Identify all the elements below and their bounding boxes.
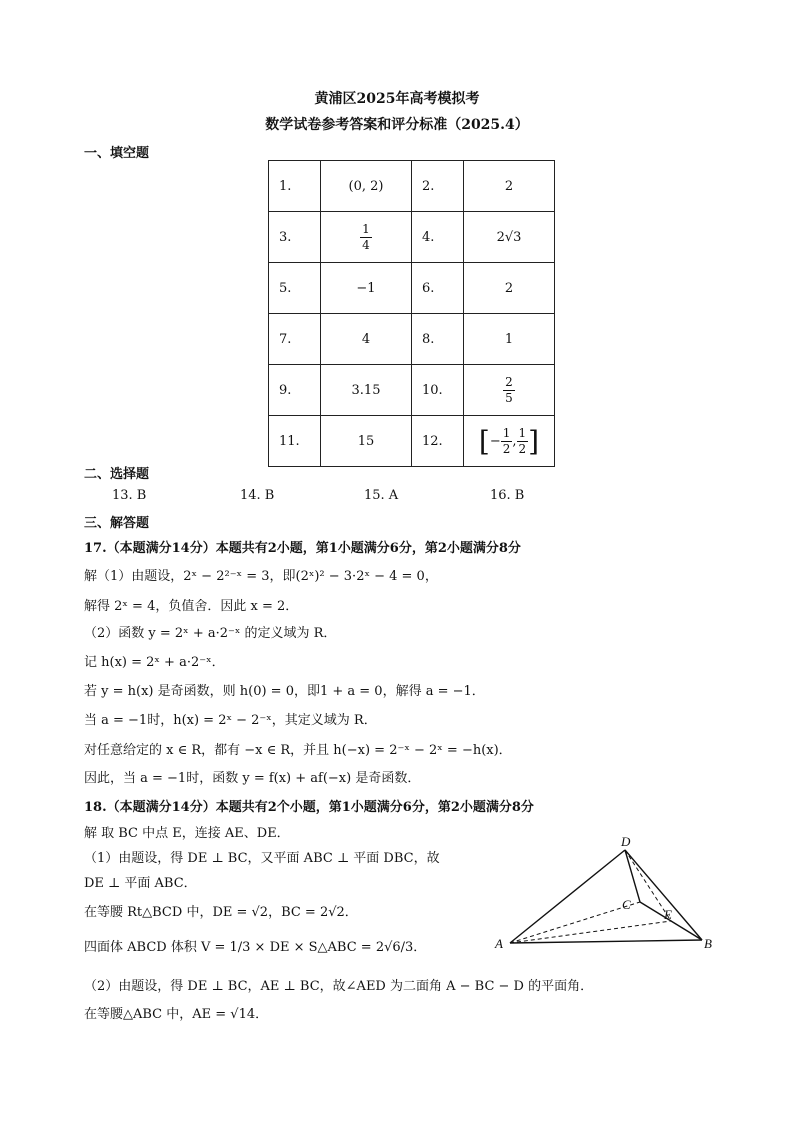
q18-line: （2）由题设，得 DE ⊥ BC，AE ⊥ BC，故∠AED 为二面角 A − BC − D 的平面角．	[84, 979, 594, 994]
q17-line: 若 y = h(x) 是奇函数，则 h(0) = 0，即1 + a = 0，解得 a = −1．	[84, 684, 485, 699]
choice-answer: 15. A	[364, 488, 399, 503]
section-choice-heading: 二、选择题	[84, 467, 150, 482]
table-row	[269, 314, 555, 365]
q17-line: （2）函数 y = 2ˣ + a·2⁻ˣ 的定义域为 R．	[84, 626, 337, 641]
edge-ad	[510, 850, 625, 943]
q18-line: 四面体 ABCD 体积 V = 1/3 × DE × S△ABC = 2√6/3．	[84, 940, 427, 955]
item-number: 10.	[412, 365, 464, 416]
edge-ac-hidden	[510, 902, 640, 943]
q17-line: 因此，当 a = −1时，函数 y = f(x) + af(−x) 是奇函数．	[84, 771, 421, 786]
q17-line: 解得 2ˣ = 4，负值舍．因此 x = 2．	[84, 599, 299, 614]
table-row	[269, 263, 555, 314]
fraction: $\frac{1}{2}$	[518, 425, 527, 456]
item-answer	[464, 365, 555, 416]
item-number: 9.	[269, 365, 321, 416]
item-answer: 2	[464, 161, 555, 212]
item-answer: 1	[464, 314, 555, 365]
q17-heading: 17.（本题满分14分）本题共有2小题，第1小题满分6分，第2小题满分8分	[84, 541, 521, 556]
edge-ab	[510, 940, 702, 943]
item-answer: 2√3	[464, 212, 555, 263]
document-subtitle: 数学试卷参考答案和评分标准（2025.4）	[265, 117, 529, 133]
choice-answer: 14. B	[240, 488, 275, 503]
item-number: 2.	[412, 161, 464, 212]
edge-db	[625, 850, 702, 940]
label-d: D	[621, 834, 631, 849]
fraction: $\frac{1}{4}$	[362, 221, 370, 252]
item-answer: (0, 2)	[321, 161, 412, 212]
item-answer: 4	[321, 314, 412, 365]
table-row	[269, 161, 555, 212]
table-row	[269, 416, 555, 467]
label-e: E	[664, 907, 672, 922]
item-number: 12.	[412, 416, 464, 467]
label-a: A	[495, 936, 503, 951]
item-answer: 15	[321, 416, 412, 467]
item-number: 4.	[412, 212, 464, 263]
section-fill-in-heading: 一、填空题	[84, 146, 150, 161]
item-number: 8.	[412, 314, 464, 365]
q18-line: （1）由题设，得 DE ⊥ BC，又平面 ABC ⊥ 平面 DBC，故	[84, 851, 440, 866]
item-answer: 2	[464, 263, 555, 314]
item-answer: [− $\frac{1}{2}$ , $\frac{1}{2}$ ]	[464, 416, 555, 467]
item-answer: 3.15	[321, 365, 412, 416]
item-number: 7.	[269, 314, 321, 365]
q18-heading: 18.（本题满分14分）本题共有2个小题，第1小题满分6分，第2小题满分8分	[84, 800, 534, 815]
table-row	[269, 212, 555, 263]
q17-line: 当 a = −1时，h(x) = 2ˣ − 2⁻ˣ，其定义域为 R．	[84, 713, 377, 728]
choice-answer: 13. B	[112, 488, 147, 503]
q17-line: 解（1）由题设，2ˣ − 2²⁻ˣ = 3，即(2ˣ)² − 3·2ˣ − 4 = 0，	[84, 569, 438, 584]
label-c: C	[622, 897, 631, 912]
item-number: 3.	[269, 212, 321, 263]
label-b: B	[704, 936, 712, 951]
item-answer: −1	[321, 263, 412, 314]
document-title: 黄浦区2025年高考模拟考	[314, 91, 480, 107]
item-answer	[321, 212, 412, 263]
choice-answer: 16. B	[490, 488, 525, 503]
tetrahedron-figure	[490, 830, 730, 960]
answer-table	[268, 160, 555, 467]
fraction: $\frac{2}{5}$	[505, 374, 513, 405]
q18-line: 在等腰△ABC 中，AE = √14．	[84, 1007, 269, 1022]
item-number: 1.	[269, 161, 321, 212]
item-number: 11.	[269, 416, 321, 467]
q17-line: 记 h(x) = 2ˣ + a·2⁻ˣ．	[84, 655, 225, 670]
fraction: $\frac{1}{2}$	[502, 425, 511, 456]
item-number: 6.	[412, 263, 464, 314]
q17-line: 对任意给定的 x ∈ R，都有 −x ∈ R，并且 h(−x) = 2⁻ˣ − 2ˣ = −h(x)．	[84, 743, 512, 758]
section-solution-heading: 三、解答题	[84, 516, 150, 531]
table-row	[269, 365, 555, 416]
q18-line: DE ⊥ 平面 ABC．	[84, 876, 197, 891]
q18-line: 解 取 BC 中点 E，连接 AE、DE．	[84, 826, 290, 841]
q18-line: 在等腰 Rt△BCD 中，DE = √2，BC = 2√2．	[84, 905, 358, 920]
item-number: 5.	[269, 263, 321, 314]
